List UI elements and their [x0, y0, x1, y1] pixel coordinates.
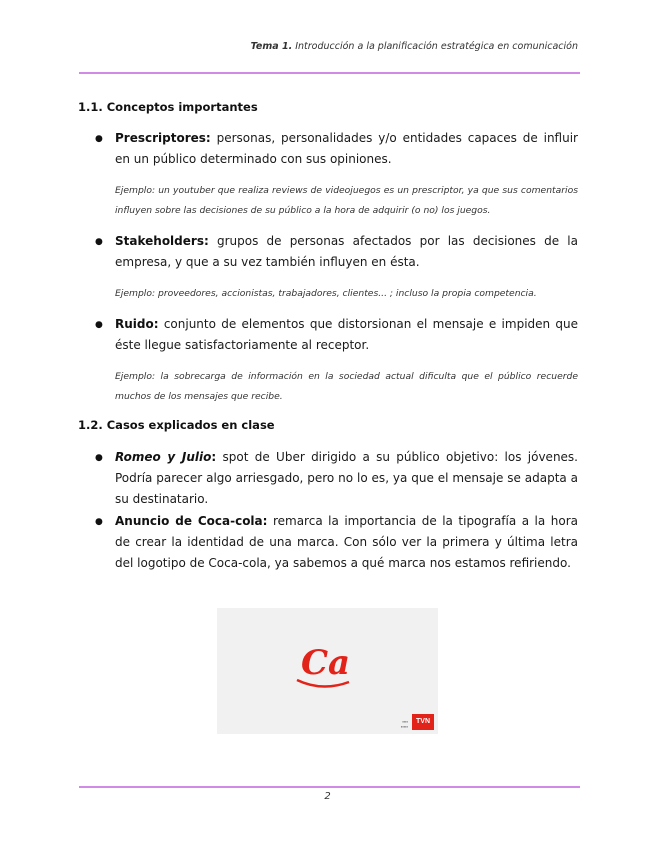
term-label: Romeo y Julio [115, 450, 212, 464]
term-label: Anuncio de Coca-cola: [115, 514, 268, 528]
example-stakeholders: Ejemplo: proveedores, accionistas, trabajadores, clientes... ; incluso la propia competencia. [115, 288, 537, 299]
term-definition: conjunto de elementos que distorsionan el mensaje e impiden que éste llegue satisfactoriamente al receptor. [115, 317, 578, 352]
term-definition: remarca la importancia de la tipografía a la hora de crear la identidad de una marca. Con sólo ver la primera y última letra del logotipo de Coca-cola, ya sabemos a qué marca nos estamos refiriendo. [115, 514, 578, 570]
logo-letters: Ca [301, 643, 351, 683]
list-item-stakeholders [115, 231, 578, 273]
term-label: Stakeholders: [115, 234, 209, 248]
coca-cola-ad-image [217, 608, 438, 734]
list-item-ruido [115, 314, 578, 356]
example-ruido: Ejemplo: la sobrecarga de información en la sociedad actual dificulta que el público recuerde muchos de los mensajes que recibe. [115, 371, 578, 402]
header-topic-title: Introducción a la planificación estratégica en comunicación [295, 41, 578, 52]
bullet-icon: ● [95, 517, 103, 527]
term-definition: spot de Uber dirigido a su público objetivo: los jóvenes. Podría parecer algo arriesgado, pero no lo es, ya que el mensaje se adapta a su destinatario. [115, 450, 578, 506]
bullet-icon: ● [95, 453, 103, 463]
ad-fine-print: ▪▪▪▪ ▪▪▪▪▪ [400, 719, 408, 729]
bullet-icon: ● [95, 320, 103, 330]
header-divider [79, 72, 580, 74]
bullet-icon: ● [95, 237, 103, 247]
section-title-casos: 1.2. Casos explicados en clase [78, 418, 275, 432]
list-item-coca-cola [115, 511, 578, 574]
list-item-romeo-y-julio [115, 447, 578, 510]
example-prescriptores: Ejemplo: un youtuber que realiza reviews de videojuegos es un prescriptor, ya que sus comentarios influyen sobre las decisiones de su público a la hora de adquirir (o no) los juegos. [115, 185, 578, 216]
page-number: 2 [324, 791, 331, 802]
bullet-icon: ● [95, 134, 103, 144]
term-colon: : [211, 450, 217, 464]
header-topic-number: Tema 1. [250, 41, 293, 52]
term-definition: personas, personalidades y/o entidades capaces de influir en un público determinado con sus opiniones. [115, 131, 578, 166]
page-header [77, 41, 578, 52]
term-definition: grupos de personas afectados por las decisiones de la empresa, y que a su vez también influyen en ésta. [115, 234, 578, 269]
term-label: Prescriptores: [115, 131, 211, 145]
tvn-logo: TVN [412, 714, 434, 730]
coca-cola-logo-fragment [217, 608, 438, 734]
footer-divider [79, 786, 580, 788]
section-title-conceptos: 1.1. Conceptos importantes [78, 100, 258, 114]
term-label: Ruido: [115, 317, 159, 331]
list-item-prescriptores [115, 128, 578, 170]
